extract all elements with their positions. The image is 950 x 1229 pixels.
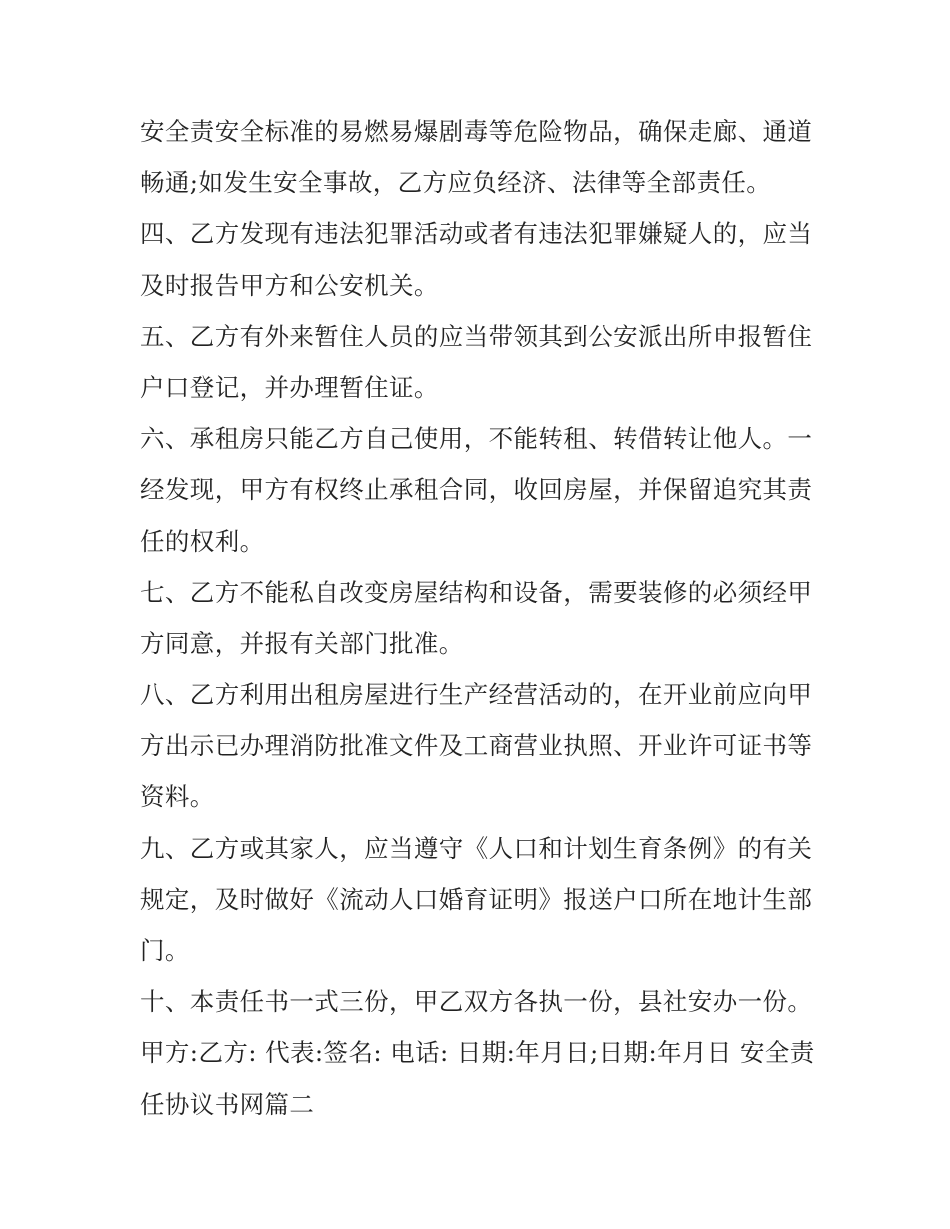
text-line: 门。: [140, 936, 190, 965]
text-line: 甲方:乙方: 代表:签名: 电话: 日期:年月日;日期:年月日 安全责: [140, 1038, 815, 1068]
text-line: 方同意，并报有关部门批准。: [140, 628, 464, 658]
text-line: 规定，及时做好《流动人口婚育证明》报送户口所在地计生部: [140, 884, 813, 914]
text-line: 方出示已办理消防批准文件及工商营业执照、开业许可证书等: [140, 731, 813, 761]
document-body: [140, 106, 830, 1130]
text-line: 十、本责任书一式三份，甲乙双方各执一份，县社安办一份。: [140, 987, 813, 1017]
text-line: 七、乙方不能私自改变房屋结构和设备，需要装修的必须经甲: [140, 577, 813, 607]
text-line: 九、乙方或其家人，应当遵守《人口和计划生育条例》的有关: [140, 833, 813, 863]
text-line: 资料。: [140, 782, 215, 812]
text-line: 户口登记，并办理暂住证。: [140, 372, 439, 402]
text-line: 八、乙方利用出租房屋进行生产经营活动的，在开业前应向甲: [140, 680, 813, 710]
text-line: 经发现，甲方有权终止承租合同，收回房屋，并保留追究其责: [140, 475, 813, 505]
text-line: 六、承租房只能乙方自己使用，不能转租、转借转让他人。一: [140, 424, 813, 454]
text-line: 及时报告甲方和公安机关。: [140, 270, 439, 300]
text-line: 畅通;如发生安全事故，乙方应负经济、法律等全部责任。: [140, 168, 772, 198]
text-line: 任协议书网篇二: [140, 1089, 315, 1119]
text-line: 安全责安全标准的易燃易爆剧毒等危险物品，确保走廊、通道: [140, 117, 813, 146]
text-line: 四、乙方发现有违法犯罪活动或者有违法犯罪嫌疑人的，应当: [140, 219, 813, 249]
text-line: 五、乙方有外来暂住人员的应当带领其到公安派出所申报暂住: [140, 321, 813, 351]
text-line: 任的权利。: [140, 526, 265, 556]
